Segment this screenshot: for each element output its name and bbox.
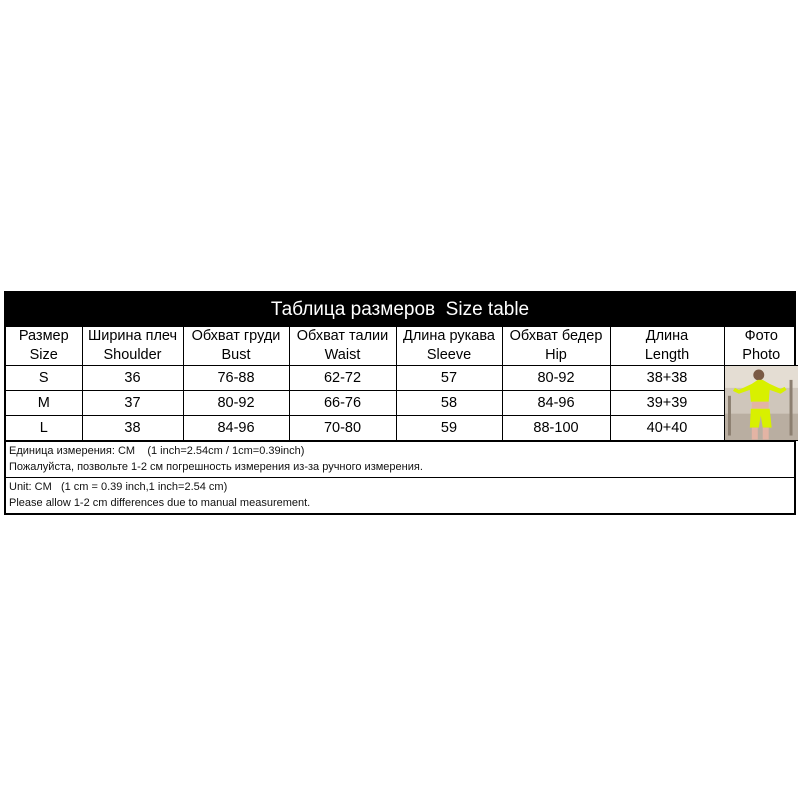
cell-waist: 62-72: [289, 366, 396, 391]
cell-sleeve: 59: [396, 416, 502, 441]
col-header-sleeve: Длина рукава Sleeve: [396, 327, 502, 366]
col-header-hip: Обхват бедер Hip: [502, 327, 610, 366]
cell-size: S: [6, 366, 82, 391]
cell-shoulder: 37: [82, 391, 183, 416]
cell-waist: 70-80: [289, 416, 396, 441]
cell-hip: 88-100: [502, 416, 610, 441]
col-header-bust: Обхват груди Bust: [183, 327, 289, 366]
cell-bust: 84-96: [183, 416, 289, 441]
size-table: [6, 327, 798, 441]
size-chart: [4, 291, 796, 515]
header-row: [6, 327, 798, 366]
col-header-photo: Фото Photo: [724, 327, 798, 366]
cell-length: 39+39: [610, 391, 724, 416]
cell-size: L: [6, 416, 82, 441]
tolerance-note-en: Please allow 1-2 cm differences due to manual measurement.: [9, 497, 311, 509]
cell-hip: 80-92: [502, 366, 610, 391]
notes-english: [6, 477, 794, 513]
unit-note-en: Unit: CM (1 cm = 0.39 inch,1 inch=2.54 cm): [9, 481, 228, 493]
product-photo: [725, 366, 798, 441]
cell-sleeve: 57: [396, 366, 502, 391]
cell-length: 38+38: [610, 366, 724, 391]
notes-russian: [6, 441, 794, 477]
unit-note-ru: Единица измерения: CM (1 inch=2.54cm / 1cm=0.39inch): [9, 445, 305, 457]
table-row: [6, 366, 798, 391]
table-row: [6, 391, 798, 416]
size-chart-title: Таблица размеров Size table: [6, 293, 794, 327]
cell-waist: 66-76: [289, 391, 396, 416]
cell-hip: 84-96: [502, 391, 610, 416]
cell-size: M: [6, 391, 82, 416]
col-header-size: Размер Size: [6, 327, 82, 366]
cell-bust: 80-92: [183, 391, 289, 416]
cell-length: 40+40: [610, 416, 724, 441]
product-photo-cell: [724, 366, 798, 441]
col-header-shoulder: Ширина плеч Shoulder: [82, 327, 183, 366]
col-header-waist: Обхват талии Waist: [289, 327, 396, 366]
cell-shoulder: 38: [82, 416, 183, 441]
table-row: [6, 416, 798, 441]
col-header-length: Длина Length: [610, 327, 724, 366]
tolerance-note-ru: Пожалуйста, позвольте 1-2 см погрешность измерения из-за ручного измерения.: [9, 461, 423, 473]
cell-sleeve: 58: [396, 391, 502, 416]
cell-shoulder: 36: [82, 366, 183, 391]
cell-bust: 76-88: [183, 366, 289, 391]
